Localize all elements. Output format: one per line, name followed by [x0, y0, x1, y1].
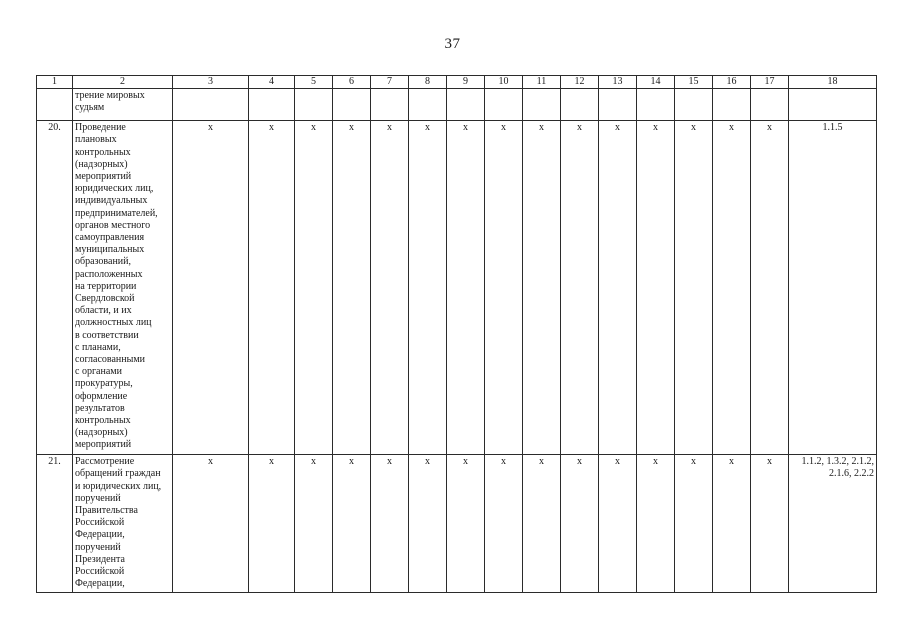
row-codes: [789, 121, 877, 455]
row-mark: x: [713, 121, 751, 455]
description-line: согласованными: [75, 354, 146, 366]
description-line: Проведение: [75, 122, 126, 134]
row-codes: [789, 89, 877, 121]
row-number: 20.: [37, 121, 73, 455]
description-line: результатов: [75, 402, 125, 414]
column-header: 6: [333, 76, 371, 89]
row-mark: x: [599, 121, 637, 455]
description-line: (надзорных): [75, 158, 128, 170]
row-mark: x: [249, 455, 295, 593]
row-number: 21.: [37, 455, 73, 593]
description-line: Свердловской: [75, 293, 135, 305]
description-line: юридических лиц,: [75, 183, 154, 195]
row-mark: x: [713, 455, 751, 593]
row-mark: x: [409, 121, 447, 455]
row-mark: x: [485, 121, 523, 455]
row-mark: x: [371, 455, 409, 593]
row-number: [37, 89, 73, 121]
description-line: предпринимателей,: [75, 207, 158, 219]
row-description: [73, 89, 173, 121]
row-mark: [371, 89, 409, 121]
description-line: должностных лиц: [75, 317, 152, 329]
column-header: 9: [447, 76, 485, 89]
description-line: судьям: [75, 102, 105, 114]
column-header: 2: [73, 76, 173, 89]
row-mark: x: [637, 455, 675, 593]
column-header: 5: [295, 76, 333, 89]
description-line: контрольных: [75, 146, 131, 158]
description-line: Президента: [75, 553, 125, 565]
row-mark: [675, 89, 713, 121]
column-header: 10: [485, 76, 523, 89]
column-header: 8: [409, 76, 447, 89]
description-line: области, и их: [75, 305, 132, 317]
description-line: плановых: [75, 134, 117, 146]
row-mark: x: [561, 455, 599, 593]
description-line: Федерации,: [75, 578, 125, 590]
description-line: мероприятий: [75, 439, 132, 451]
row-mark: x: [523, 455, 561, 593]
row-mark: x: [675, 121, 713, 455]
row-mark: x: [485, 455, 523, 593]
column-header: 4: [249, 76, 295, 89]
description-line: Федерации,: [75, 529, 125, 541]
row-mark: x: [637, 121, 675, 455]
row-mark: x: [561, 121, 599, 455]
column-header: 12: [561, 76, 599, 89]
column-header: 18: [789, 76, 877, 89]
row-mark: [447, 89, 485, 121]
description-line: поручений: [75, 541, 121, 553]
code-line: 1.1.5: [822, 122, 843, 134]
description-line: Российской: [75, 517, 125, 529]
row-mark: x: [333, 455, 371, 593]
row-mark: x: [599, 455, 637, 593]
code-line: 2.1.6, 2.2.2: [829, 468, 874, 480]
description-line: оформление: [75, 390, 128, 402]
column-header: 16: [713, 76, 751, 89]
row-mark: [485, 89, 523, 121]
description-line: самоуправления: [75, 232, 145, 244]
row-mark: x: [173, 121, 249, 455]
column-header: 13: [599, 76, 637, 89]
description-line: образований,: [75, 256, 132, 268]
description-line: на территории: [75, 280, 137, 292]
row-mark: [637, 89, 675, 121]
row-mark: x: [751, 121, 789, 455]
row-description: [73, 455, 173, 593]
column-header: 17: [751, 76, 789, 89]
description-line: Правительства: [75, 505, 138, 517]
description-line: индивидуальных: [75, 195, 148, 207]
row-mark: x: [447, 121, 485, 455]
description-line: муниципальных: [75, 244, 145, 256]
description-line: прокуратуры,: [75, 378, 133, 390]
row-mark: x: [295, 455, 333, 593]
row-mark: [333, 89, 371, 121]
row-mark: [561, 89, 599, 121]
row-mark: x: [447, 455, 485, 593]
row-mark: [249, 89, 295, 121]
column-header: 15: [675, 76, 713, 89]
column-number-row: [37, 76, 877, 89]
description-line: расположенных: [75, 268, 143, 280]
description-line: мероприятий: [75, 171, 132, 183]
row-mark: [409, 89, 447, 121]
code-line: 1.1.2, 1.3.2, 2.1.2,: [801, 456, 874, 468]
row-mark: x: [751, 455, 789, 593]
row-mark: [599, 89, 637, 121]
description-line: с органами: [75, 366, 122, 378]
description-line: поручений: [75, 492, 121, 504]
row-mark: x: [295, 121, 333, 455]
description-line: (надзорных): [75, 427, 128, 439]
plan-table: [36, 75, 877, 593]
column-header: 14: [637, 76, 675, 89]
row-mark: [751, 89, 789, 121]
description-line: Российской: [75, 566, 125, 578]
page-number: 37: [444, 36, 461, 52]
row-mark: [713, 89, 751, 121]
description-line: Рассмотрение: [75, 456, 135, 468]
table-row: [37, 121, 877, 455]
description-line: трение мировых: [75, 90, 145, 102]
row-mark: x: [523, 121, 561, 455]
description-line: с планами,: [75, 341, 121, 353]
row-mark: x: [409, 455, 447, 593]
description-line: обращений граждан: [75, 468, 161, 480]
row-mark: x: [333, 121, 371, 455]
description-line: органов местного: [75, 219, 151, 231]
row-mark: [295, 89, 333, 121]
table-row: [37, 455, 877, 593]
row-mark: x: [371, 121, 409, 455]
description-line: и юридических лиц,: [75, 480, 162, 492]
table-row: [37, 89, 877, 121]
column-header: 11: [523, 76, 561, 89]
row-mark: [523, 89, 561, 121]
row-description: [73, 121, 173, 455]
row-mark: [173, 89, 249, 121]
description-line: контрольных: [75, 415, 131, 427]
row-mark: x: [249, 121, 295, 455]
row-mark: x: [173, 455, 249, 593]
row-codes: [789, 455, 877, 593]
description-line: в соответствии: [75, 329, 139, 341]
column-header: 3: [173, 76, 249, 89]
row-mark: x: [675, 455, 713, 593]
column-header: 7: [371, 76, 409, 89]
column-header: 1: [37, 76, 73, 89]
